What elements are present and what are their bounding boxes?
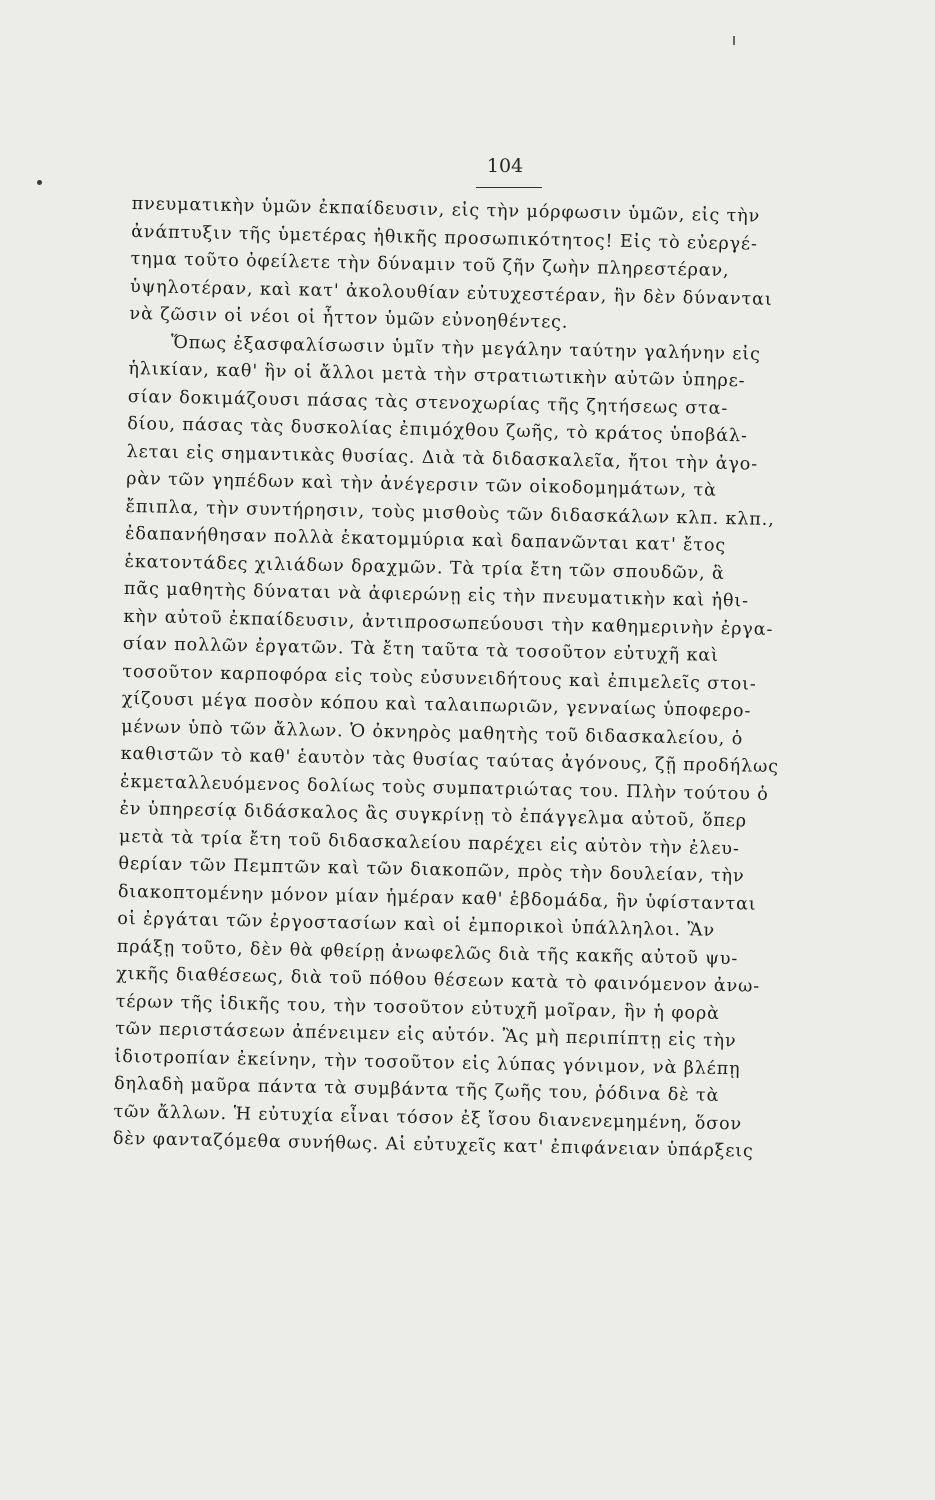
text-line: ἀνάπτυξιν τῆς ὑμετέρας ἠθικῆς προσωπικότητος! Εἰς τὸ εὐεργέ- xyxy=(130,221,758,255)
text-line: χικῆς διαθέσεως, διὰ τοῦ πόθου θέσεων κατὰ τὸ φαινόμενον ἀνω- xyxy=(116,963,761,997)
text-line: πράξῃ τοῦτο, δὲν θὰ φθείρῃ ἀνωφελῶς διὰ τῆς κακῆς αὐτοῦ ψυ- xyxy=(116,936,739,969)
text-line: ρὰν τῶν γηπέδων καὶ τὴν ἀνέγερσιν τῶν οἰκοδομημάτων, τὰ xyxy=(126,468,718,501)
text-line: τῶν περιστάσεων ἀπένειμεν εἰς αὐτόν. Ἂς μὴ περιπίπτῃ εἰς τὴν xyxy=(114,1018,737,1052)
text-line: τημα τοῦτο ὀφείλετε τὴν δύναμιν τοῦ ζῆν ζωὴν πληρεστέραν, xyxy=(130,248,730,282)
text-line: πνευματικὴν ὑμῶν ἐκπαίδευσιν, εἰς τὴν μόρφωσιν ὑμῶν, εἰς τὴν xyxy=(131,193,761,227)
text-line: τῶν ἄλλων. Ἡ εὐτυχία εἶναι τόσον ἐξ ἴσου διανενεμημένη, ὅσον xyxy=(113,1101,743,1134)
page-number-rule xyxy=(476,187,542,188)
text-line: ἡλικίαν, καθ' ἣν οἱ ἄλλοι μετὰ τὴν στρατιωτικὴν αὐτῶν ὑπηρε- xyxy=(128,358,746,392)
text-line: ὑψηλοτέραν, καὶ κατ' ἀκολουθίαν εὐτυχεστέραν, ἣν δὲν δύνανται xyxy=(129,276,773,310)
text-line: διακοπτομένην μόνον μίαν ἡμέραν καθ' ἑβδομάδα, ἣν ὑφίστανται xyxy=(117,881,757,915)
text-line: ἑκατοντάδες χιλιάδων δραχμῶν. Τὰ τρία ἔτη τῶν σπουδῶν, ἃ xyxy=(124,551,725,584)
text-line: δίου, πάσας τὰς δυσκολίας ἐπιμόχθου ζωῆς, τὸ κράτος ὑποβάλ- xyxy=(127,413,748,447)
text-line: δὲν φανταζόμεθα συνήθως. Αἱ εὐτυχεῖς κατ' ἐπιφάνειαν ὑπάρξεις xyxy=(112,1128,754,1162)
text-line: οἱ ἐργάται τῶν ἐργοστασίων καὶ οἱ ἐμπορικοὶ ὑπάλληλοι. Ἂν xyxy=(117,908,716,941)
text-line: τοσοῦτον καρποφόρα εἰς τοὺς εὐσυνειδήτους καὶ ἐπιμελεῖς στοι- xyxy=(122,661,757,695)
paragraph-start-line: Ὅπως ἐξασφαλίσωσιν ὑμῖν τὴν μεγάλην ταύτην γαλήνην εἰς xyxy=(170,332,762,365)
text-line: μετὰ τὰ τρία ἔτη τοῦ διδασκαλείου παρέχει εἰς αὐτὸν τὴν ἐλευ- xyxy=(118,826,740,859)
text-line: μένων ὑπὸ τῶν ἄλλων. Ὁ ὀκνηρὸς μαθητὴς τοῦ διδασκαλείου, ὁ xyxy=(121,716,744,749)
text-line: ἐδαπανήθησαν πολλὰ ἑκατομμύρια καὶ δαπανῶνται κατ' ἔτος xyxy=(124,523,727,556)
text-line: σίαν δοκιμάζουσι πάσας τὰς στενοχωρίας τῆς ζητήσεως στα- xyxy=(127,386,729,419)
text-line: δηλαδὴ μαῦρα πάντα τὰ συμβάντα τῆς ζωῆς του, ῥόδινα δὲ τὰ xyxy=(113,1073,720,1106)
text-line: νὰ ζῶσιν οἱ νέοι οἱ ἧττον ὑμῶν εὐνοηθέντες. xyxy=(129,303,569,333)
text-line: χίζουσι μέγα ποσὸν κόπου καὶ ταλαιπωριῶν, γενναίως ὑποφερο- xyxy=(121,688,752,722)
page-number: 104 xyxy=(486,155,524,177)
text-line: τέρων τῆς ἰδικῆς του, τὴν τοσοῦτον εὐτυχῆ μοῖραν, ἣν ἡ φορὰ xyxy=(115,991,721,1024)
body-text xyxy=(113,191,822,1167)
text-line: ἐκμεταλλευόμενος δολίως τοὺς συμπατριώτας του. Πλὴν τούτου ὁ xyxy=(119,771,769,805)
text-line: ἐν ὑπηρεσίᾳ διδάσκαλος ἂς συγκρίνῃ τὸ ἐπάγγελμα αὐτοῦ, ὅπερ xyxy=(119,798,748,832)
text-line: πᾶς μαθητὴς δύναται νὰ ἀφιερώνῃ εἰς τὴν πνευματικὴν καὶ ἠθι- xyxy=(123,578,750,612)
text-line: ἰδιοτροπίαν ἐκείνην, τὴν τοσοῦτον εἰς λύπας γόνιμον, νὰ βλέπῃ xyxy=(114,1046,741,1079)
text-line: ἔπιπλα, τὴν συντήρησιν, τοὺς μισθοὺς τῶν διδασκάλων κλπ. κλπ., xyxy=(125,496,775,530)
text-line: σίαν πολλῶν ἐργατῶν. Τὰ ἔτη ταῦτα τὰ τοσοῦτον εὐτυχῆ καὶ xyxy=(122,633,720,666)
text-line: λεται εἰς σημαντικὰς θυσίας. Διὰ τὰ διδασκαλεῖα, ἤτοι τὴν ἀγο- xyxy=(126,441,759,475)
text-line: κὴν αὐτοῦ ἐκπαίδευσιν, ἀντιπροσωπεύουσι τὴν καθημερινὴν ἐργα- xyxy=(123,606,774,640)
text-line: καθιστῶν τὸ καθ' ἑαυτὸν τὰς θυσίας ταύτας ἀγόνους, ζῇ προδήλως xyxy=(120,743,780,778)
scan-dot xyxy=(37,180,42,185)
text-line: θερίαν τῶν Πεμπτῶν καὶ τῶν διακοπῶν, πρὸς τὴν δουλείαν, τὴν xyxy=(118,853,745,887)
scan-mark xyxy=(733,36,735,45)
